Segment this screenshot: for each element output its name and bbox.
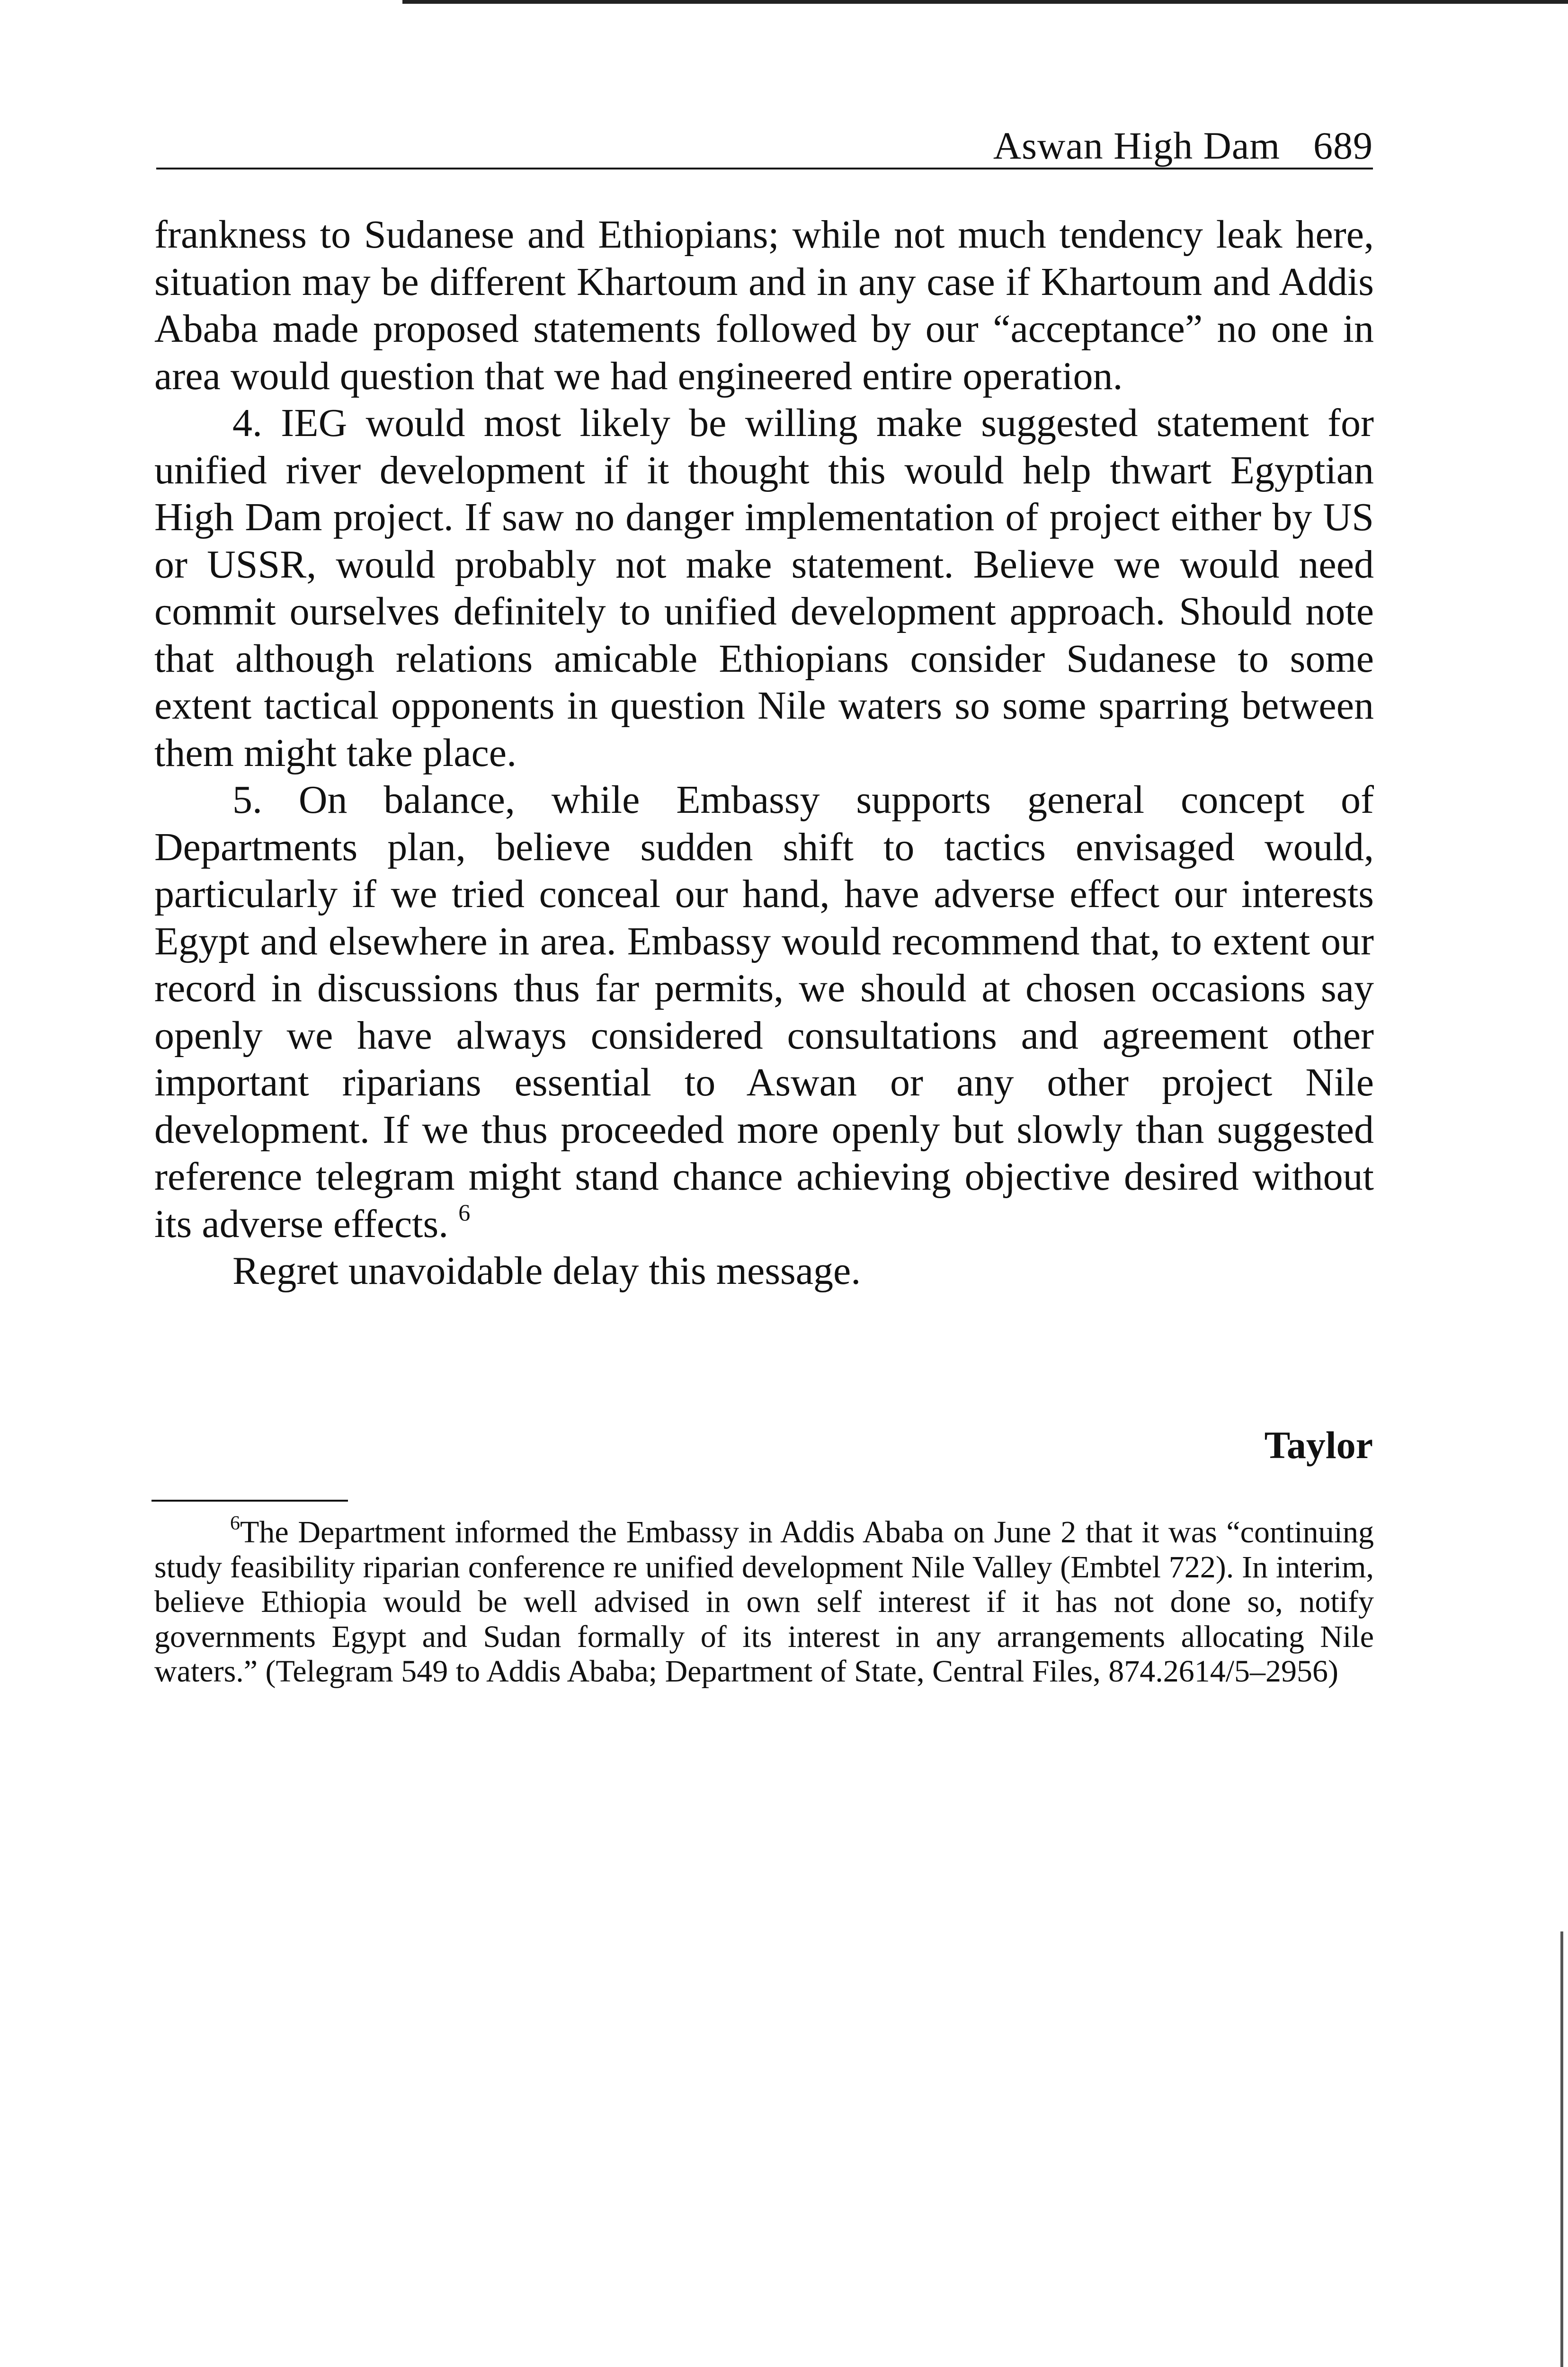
footnote-marker: 6 [230,1513,240,1534]
body-text [154,211,1374,1295]
footnote [154,1515,1374,1689]
signature: Taylor [1264,1424,1373,1467]
paragraph-3 [154,776,1374,1247]
paragraph-1: frankness to Sudanese and Ethiopians; while not much tendency leak here, situation may be different Khartoum and in any case if Khartoum and Addis Ababa made proposed statements followed by our “acceptance” no one in area would question that we had engineered entire operation. [154,213,1374,398]
footnote-reference[interactable]: 6 [458,1199,471,1226]
paragraph-2: 4. IEG would most likely be willing make suggested statement for unified river development if it thought this would help thwart Egyptian High Dam project. If saw no danger implementation of project either by US or USSR, would probably not make statement. Believe we would need commit ourselves definitely to unified development approach. Should note that although relations amicable Ethiopians consider Sudanese to some extent tactical opponents in question Nile waters so some sparring between them might take place. [154,401,1374,775]
paragraph-3-text: 5. On balance, while Embassy supports general concept of Departments plan, believe sudden shift to tactics envisaged would, particularly if we tried conceal our hand, have adverse effect our interests Egypt and elsewhere in area. Embassy would recommend that, to extent our record in discussions thus far permits, we should at chosen occasions say openly we have always considered consultations and agreement other important riparians essential to Aswan or any other project Nile development. If we thus proceeded more openly but slowly than suggested reference telegram might stand chance achieving objective desired without its adverse effects. [154,778,1374,1246]
running-title: Aswan High Dam [993,124,1280,167]
running-head [156,122,1373,169]
footnote-rule [151,1500,348,1502]
scan-right-edge [1560,1931,1563,2367]
page-number: 689 [1313,124,1373,167]
paragraph-4: Regret unavoidable delay this message. [232,1249,861,1293]
footnote-text: The Department informed the Embassy in Addis Ababa on June 2 that it was “continuing study feasibility riparian conference re unified development Nile Valley (Embtel 722). In interim, believe Ethiopia would be well advised in own self interest if it has not done so, notify governments Egypt and Sudan formally of its interest in any arrangements allocating Nile waters.” (Telegram 549 to Addis Ababa; Department of State, Central Files, 874.2614/5–2956) [154,1515,1374,1689]
scan-top-edge [402,0,1568,4]
